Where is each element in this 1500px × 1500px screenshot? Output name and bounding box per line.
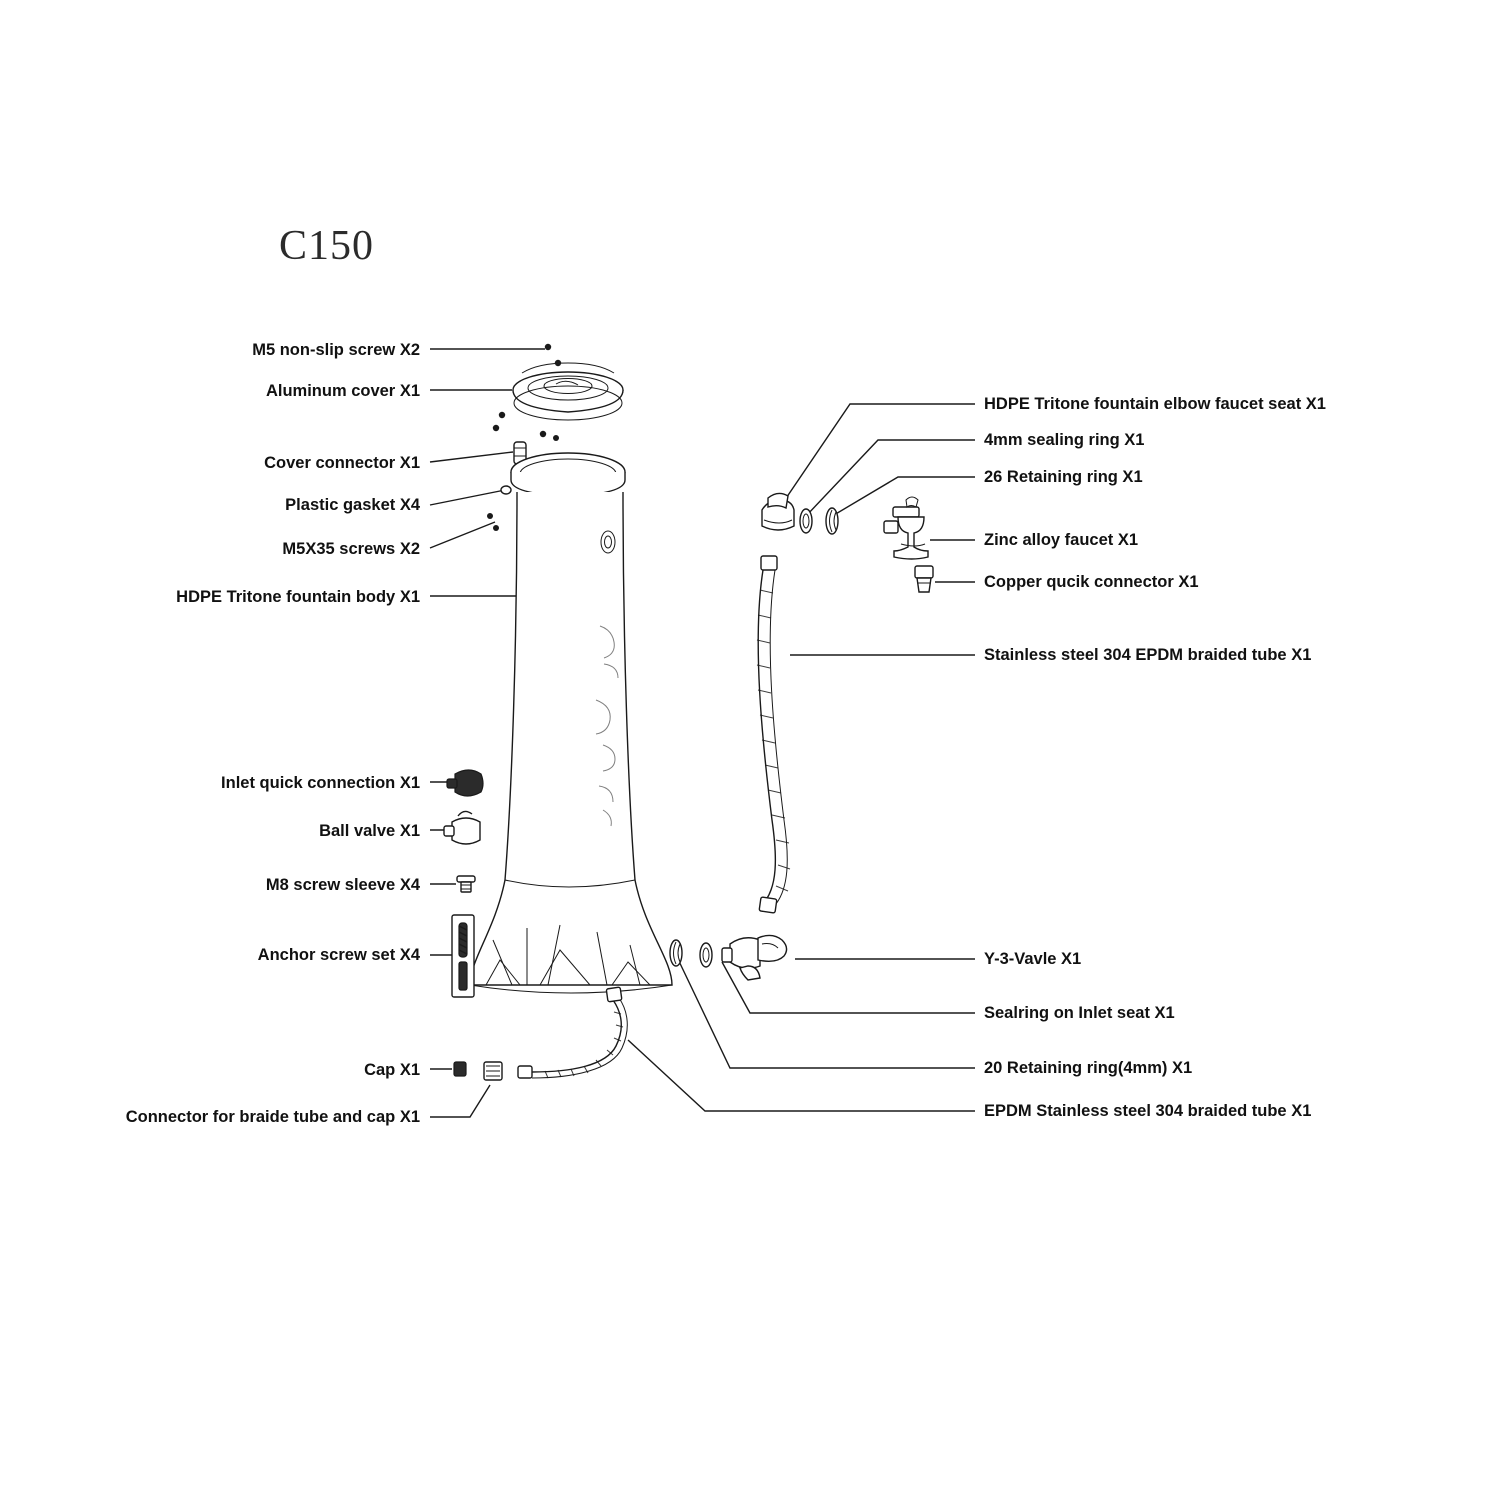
part-4mm-sealing-ring bbox=[800, 509, 812, 533]
page-title: C150 bbox=[279, 223, 375, 269]
label-anchor-screw-set bbox=[120, 947, 420, 964]
part-26-retaining-ring bbox=[826, 508, 838, 534]
label-text: EPDM Stainless steel 304 braided tube X1 bbox=[984, 1102, 1312, 1120]
label-m5-non-slip-screw bbox=[120, 342, 420, 359]
label-aluminum-cover bbox=[120, 383, 420, 400]
label-text: Inlet quick connection X1 bbox=[221, 774, 420, 792]
part-connector-for-braide-tube-and-cap bbox=[484, 1062, 502, 1080]
part-sealring-on-inlet-seat bbox=[700, 943, 712, 967]
part-20-retaining-ring-4mm bbox=[670, 940, 682, 966]
label-text: HDPE Tritone fountain elbow faucet seat X1 bbox=[984, 395, 1326, 413]
label-sealring-on-inlet-seat bbox=[984, 1005, 1175, 1022]
label-text: Connector for braide tube and cap X1 bbox=[125, 1108, 420, 1126]
label-4mm-sealing-ring bbox=[984, 432, 1144, 449]
label-20-retaining-ring-4mm bbox=[984, 1060, 1192, 1077]
label-stainless-steel-304-epdm-braided-tube bbox=[984, 647, 1311, 664]
part-m8-screw-sleeve bbox=[457, 876, 475, 892]
part-zinc-alloy-faucet bbox=[884, 497, 928, 559]
label-text: HDPE Tritone fountain body X1 bbox=[176, 588, 420, 606]
label-ball-valve bbox=[120, 823, 420, 840]
label-m8-screw-sleeve bbox=[120, 877, 420, 894]
part-cover-connector bbox=[514, 442, 526, 464]
label-text: Aluminum cover X1 bbox=[265, 382, 420, 400]
label-zinc-alloy-faucet bbox=[984, 532, 1138, 549]
leader-lines-left bbox=[430, 349, 545, 1117]
label-cover-connector bbox=[120, 455, 420, 472]
label-text: 4mm sealing ring X1 bbox=[984, 431, 1145, 449]
label-text: Cap X1 bbox=[364, 1061, 420, 1079]
part-plastic-gasket bbox=[501, 486, 511, 494]
label-inlet-quick-connection bbox=[120, 775, 420, 792]
part-cap bbox=[454, 1062, 466, 1076]
label-epdm-stainless-steel-304-braided-tube bbox=[984, 1103, 1311, 1120]
part-hdpe-elbow-faucet-seat bbox=[762, 493, 794, 530]
label-copper-qucik-connector bbox=[984, 574, 1199, 591]
label-text: Stainless steel 304 EPDM braided tube X1 bbox=[984, 646, 1312, 664]
label-cap bbox=[120, 1062, 420, 1079]
part-inlet-quick-connection bbox=[447, 770, 483, 796]
part-hdpe-tritone-fountain-body bbox=[470, 453, 672, 993]
leader-lines-right bbox=[628, 404, 975, 1111]
label-m5x35-screws bbox=[120, 541, 420, 558]
label-hdpe-tritone-fountain-elbow-faucet-seat bbox=[984, 396, 1326, 413]
part-m5-non-slip-screws bbox=[487, 344, 561, 531]
label-text: Sealring on Inlet seat X1 bbox=[984, 1004, 1175, 1022]
label-plastic-gasket bbox=[120, 497, 420, 514]
label-text: Plastic gasket X4 bbox=[285, 496, 420, 514]
label-text: Cover connector X1 bbox=[264, 454, 420, 472]
part-copper-qucik-connector bbox=[915, 566, 933, 592]
label-text: M5 non-slip screw X2 bbox=[252, 341, 420, 359]
label-text: M8 screw sleeve X4 bbox=[265, 876, 420, 894]
label-text: M5X35 screws X2 bbox=[282, 540, 420, 558]
label-text: 26 Retaining ring X1 bbox=[984, 468, 1143, 486]
label-connector-for-braide-tube-and-cap bbox=[50, 1109, 420, 1126]
label-text: Y-3-Vavle X1 bbox=[984, 950, 1082, 968]
label-text: Copper qucik connector X1 bbox=[984, 573, 1199, 591]
part-y-3-vavle bbox=[722, 935, 787, 980]
part-epdm-braided-tube-bottom bbox=[518, 987, 627, 1078]
part-stainless-steel-304-epdm-braided-tube bbox=[757, 556, 790, 913]
part-anchor-screw-set bbox=[452, 915, 474, 997]
label-text: Anchor screw set X4 bbox=[257, 946, 420, 964]
label-text: 20 Retaining ring(4mm) X1 bbox=[984, 1059, 1193, 1077]
part-aluminum-cover bbox=[513, 363, 623, 420]
label-y-3-vavle bbox=[984, 951, 1081, 968]
label-text: Zinc alloy faucet X1 bbox=[984, 531, 1139, 549]
label-26-retaining-ring bbox=[984, 469, 1143, 486]
label-hdpe-tritone-fountain-body bbox=[90, 589, 420, 606]
part-ball-valve bbox=[444, 811, 480, 844]
label-text: Ball valve X1 bbox=[319, 822, 420, 840]
